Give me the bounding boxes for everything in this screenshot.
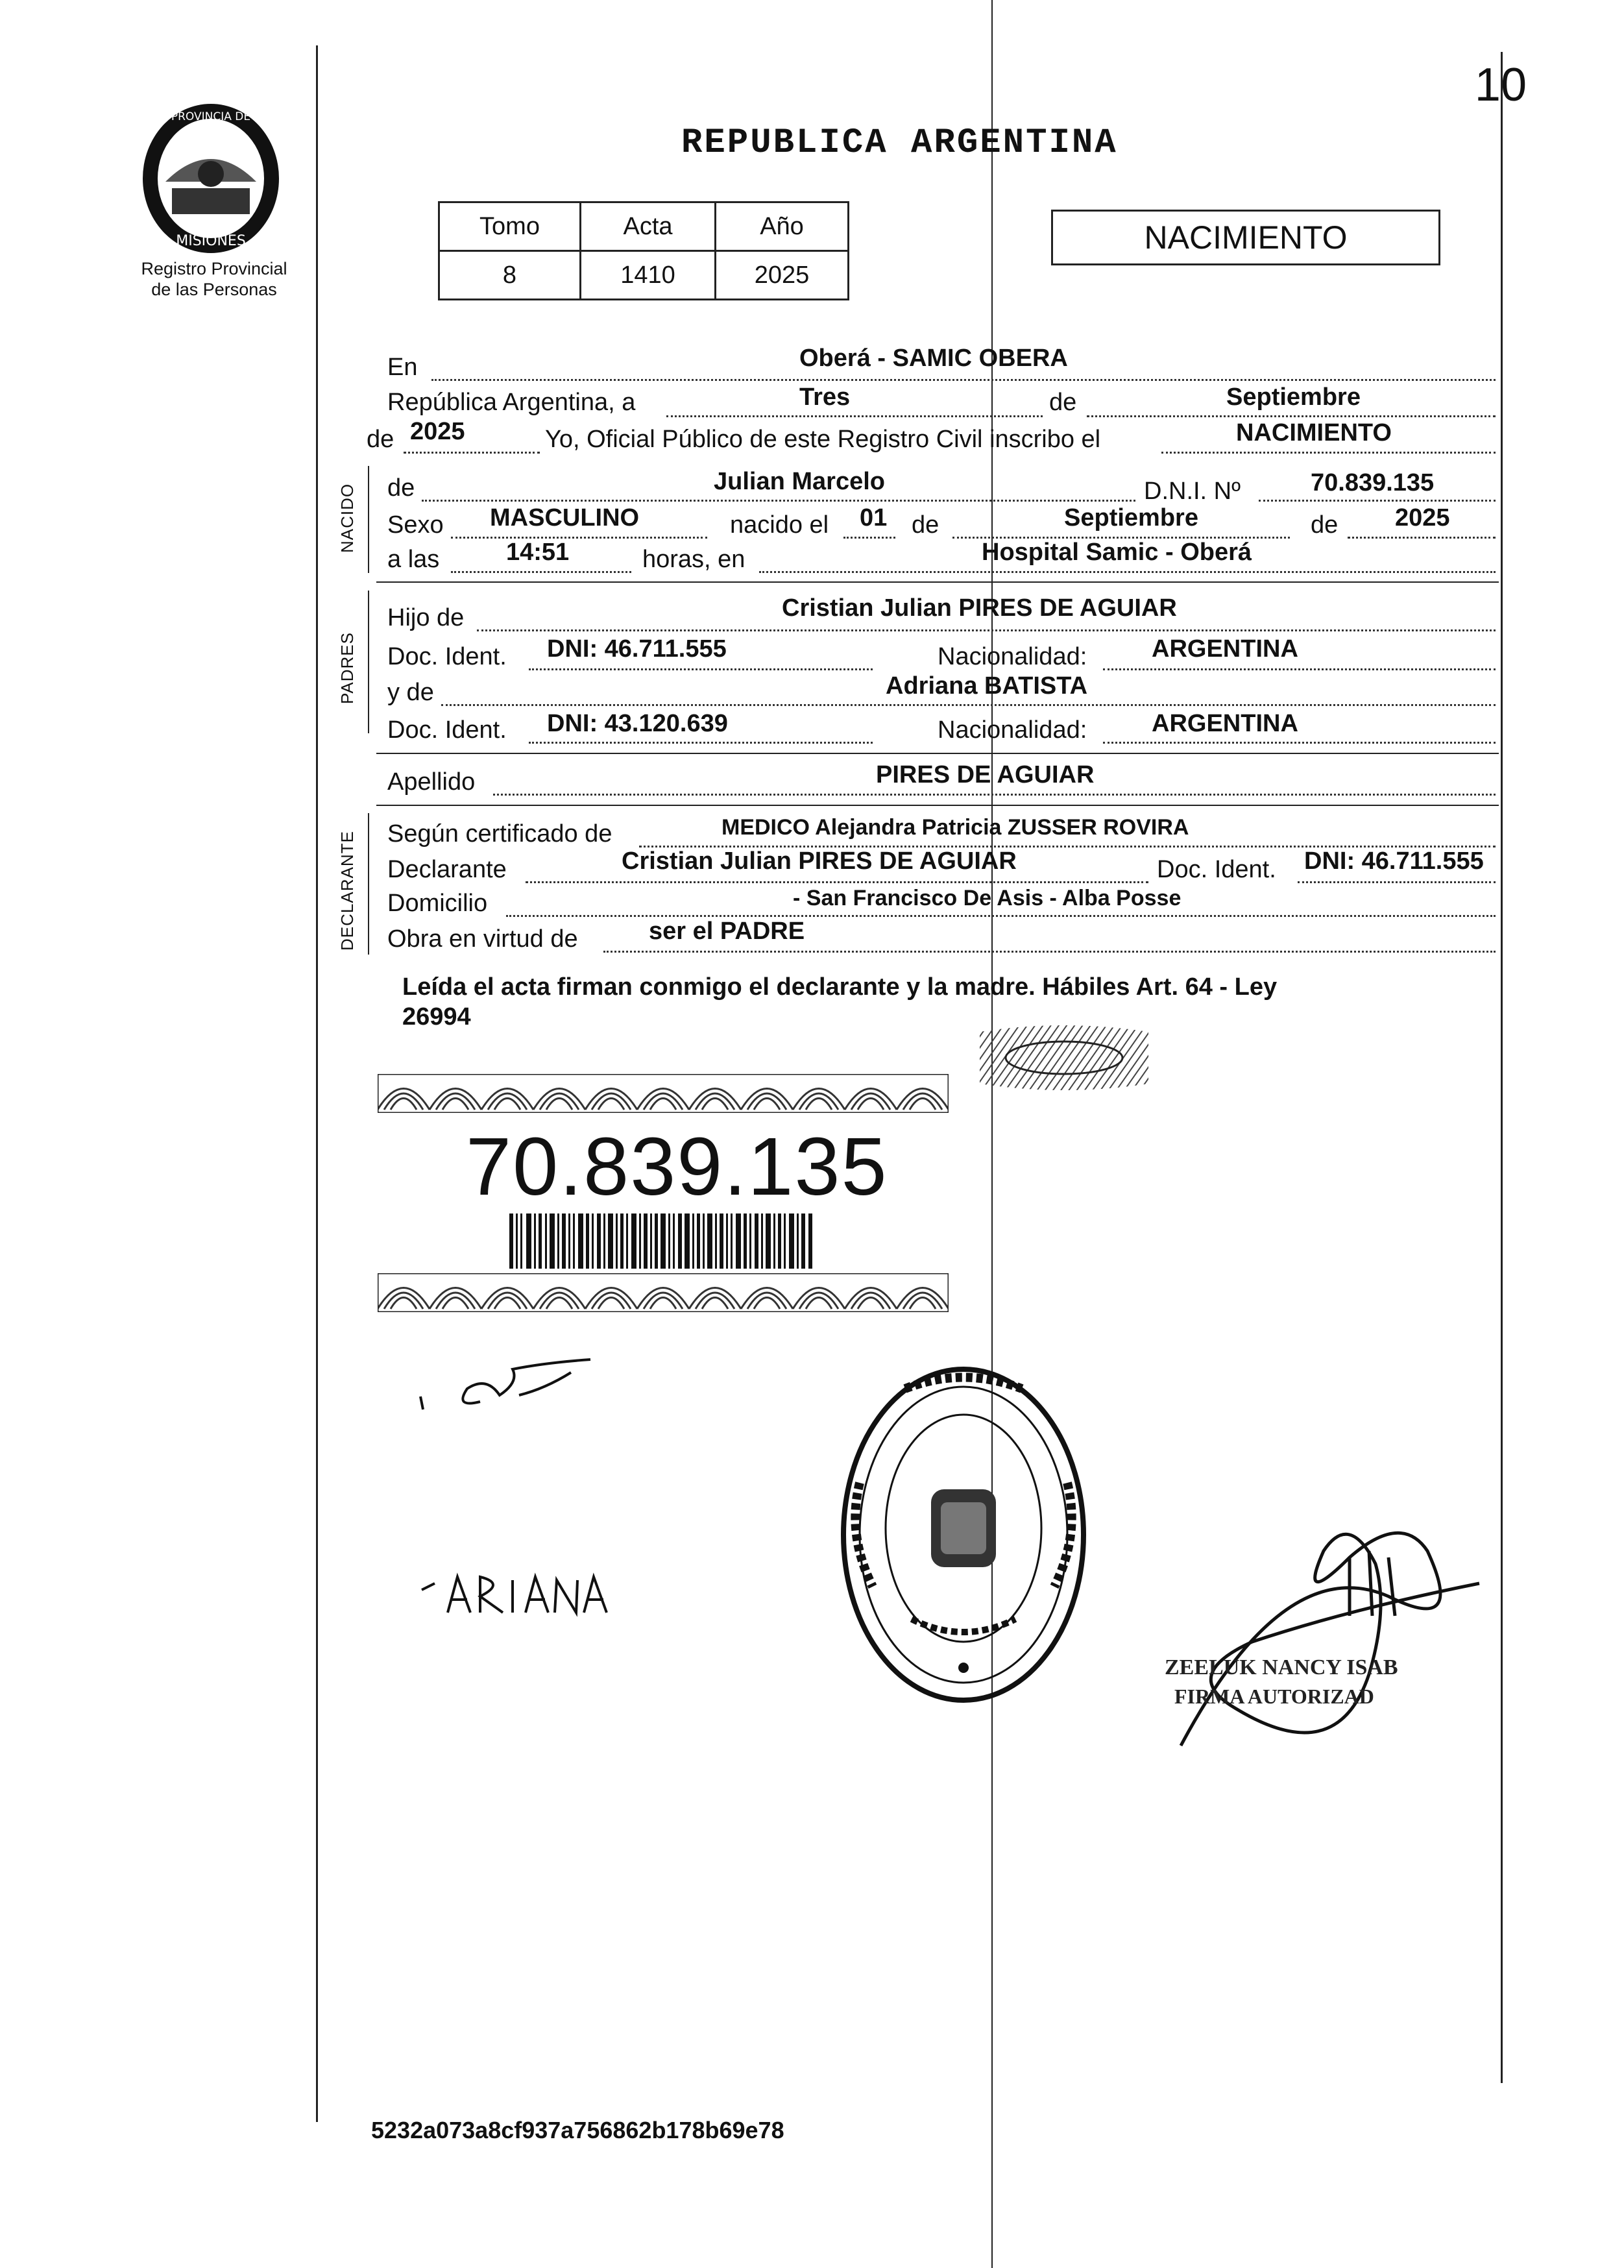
declarante-name-label: Declarante xyxy=(387,856,507,883)
birth-year: 2025 xyxy=(1395,504,1450,531)
obra-label: Obra en virtud de xyxy=(387,925,578,953)
padres-label: PADRES xyxy=(337,632,357,704)
barcode xyxy=(509,1213,814,1269)
dotted-line xyxy=(526,881,1148,883)
intro-year: 2025 xyxy=(410,418,465,445)
father-name: Cristian Julian PIRES DE AGUIAR xyxy=(782,594,1177,622)
section-bracket xyxy=(368,466,369,573)
right-margin-line xyxy=(1501,52,1503,2083)
dotted-line xyxy=(451,571,631,573)
apellido-label: Apellido xyxy=(387,768,476,796)
declarant-signature xyxy=(415,1350,610,1421)
volume-table xyxy=(438,201,849,300)
declarante-name: Cristian Julian PIRES DE AGUIAR xyxy=(622,847,1017,875)
registry-caption-line1: Registro Provincial xyxy=(141,259,287,278)
official-stamp-line1: ZEELUK NANCY ISAB xyxy=(1165,1655,1398,1679)
birth-month: Septiembre xyxy=(1064,504,1198,531)
father-doc-label: Doc. Ident. xyxy=(387,643,507,670)
mother-doc: DNI: 43.120.639 xyxy=(547,710,728,737)
dotted-line xyxy=(431,379,1496,381)
nacido-de-label-3: de xyxy=(1311,511,1339,539)
fold-line xyxy=(991,0,993,2268)
intro-place: Oberá - SAMIC OBERA xyxy=(799,345,1068,372)
document-type-box: NACIMIENTO xyxy=(1051,210,1440,265)
nacido-de-label-2: de xyxy=(912,511,939,539)
dotted-line xyxy=(404,452,540,454)
mother-name: Adriana BATISTA xyxy=(886,672,1088,700)
closing-note-line2: 26994 xyxy=(402,1003,471,1030)
mother-nationality: ARGENTINA xyxy=(1152,710,1298,737)
dotted-line xyxy=(1259,500,1496,502)
dotted-line xyxy=(1348,537,1496,539)
header-acta: Acta xyxy=(581,202,716,251)
en-label: En xyxy=(387,354,418,381)
father-nationality-label: Nacionalidad: xyxy=(938,643,1087,670)
value-tomo: 8 xyxy=(439,251,581,300)
dotted-line xyxy=(441,704,1496,706)
registry-seal xyxy=(834,1353,1093,1716)
registry-caption xyxy=(117,258,311,300)
nacido-de-label: de xyxy=(387,474,415,502)
declarante-doc-label: Doc. Ident. xyxy=(1157,856,1276,883)
certificate-value: MEDICO Alejandra Patricia ZUSSER ROVIRA xyxy=(721,815,1189,840)
domicilio-value: - San Francisco De Asis - Alba Posse xyxy=(793,886,1182,910)
hijo-de-label: Hijo de xyxy=(387,604,465,631)
birth-time: 14:51 xyxy=(506,539,570,566)
document-hash: 5232a073a8cf937a756862b178b69e78 xyxy=(371,2117,784,2143)
birth-day: 01 xyxy=(860,504,888,531)
value-anio: 2025 xyxy=(716,251,849,300)
domicilio-label: Domicilio xyxy=(387,890,488,917)
dotted-line xyxy=(477,629,1496,631)
dotted-line xyxy=(759,571,1496,573)
dotted-line xyxy=(1298,881,1496,883)
section-divider xyxy=(376,581,1499,583)
official-stamp-line2: FIRMA AUTORIZAD xyxy=(1174,1685,1374,1708)
obra-value: ser el PADRE xyxy=(649,918,805,945)
dotted-line xyxy=(603,951,1496,953)
sexo-label: Sexo xyxy=(387,511,444,539)
mother-nationality-label: Nacionalidad: xyxy=(938,716,1087,744)
dotted-line xyxy=(493,794,1496,796)
dotted-line xyxy=(451,537,707,539)
de-label: de xyxy=(1049,389,1077,416)
officer-text: Yo, Oficial Público de este Registro Civil inscribo el xyxy=(545,426,1101,453)
child-dni: 70.839.135 xyxy=(1311,469,1435,496)
y-de-label: y de xyxy=(387,679,434,706)
dotted-line xyxy=(529,668,873,670)
horas-label: horas, en xyxy=(642,546,745,573)
emblem-top-text: PROVINCIA DE xyxy=(171,110,251,123)
barcode-band-top xyxy=(378,1074,949,1113)
registry-caption-line2: de las Personas xyxy=(151,280,277,299)
section-bracket xyxy=(368,813,369,955)
child-sex: MASCULINO xyxy=(490,504,640,531)
declarante-label: DECLARANTE xyxy=(337,831,357,951)
header-tomo: Tomo xyxy=(439,202,581,251)
mother-signature xyxy=(409,1561,616,1619)
intro-month: Septiembre xyxy=(1226,384,1361,411)
emblem-bottom-text: MISIONES xyxy=(176,233,246,249)
section-divider xyxy=(376,753,1499,754)
republica-label: República Argentina, a xyxy=(387,389,636,416)
dotted-line xyxy=(843,537,895,539)
misiones-emblem xyxy=(136,97,285,260)
father-doc: DNI: 46.711.555 xyxy=(547,635,727,663)
barcode-band-bottom xyxy=(378,1273,949,1312)
dotted-line xyxy=(1103,742,1496,744)
nacido-el-label: nacido el xyxy=(730,511,829,539)
intro-record-type: NACIMIENTO xyxy=(1236,419,1392,446)
declarante-doc: DNI: 46.711.555 xyxy=(1304,847,1484,875)
a-las-label: a las xyxy=(387,546,440,573)
security-pattern-small xyxy=(973,1022,1155,1093)
section-divider xyxy=(376,805,1499,806)
dotted-line xyxy=(666,415,1043,417)
document-title: REPUBLICA ARGENTINA xyxy=(681,123,1118,163)
dotted-line xyxy=(1103,668,1496,670)
de-label-2: de xyxy=(367,426,394,453)
dotted-line xyxy=(529,742,873,744)
child-name: Julian Marcelo xyxy=(714,468,885,495)
dni-label: D.N.I. Nº xyxy=(1144,478,1241,505)
nacido-label: NACIDO xyxy=(337,483,357,553)
header-anio: Año xyxy=(716,202,849,251)
barcode-number: 70.839.135 xyxy=(466,1121,888,1212)
page-number: 10 xyxy=(1474,59,1527,111)
apellido-value: PIRES DE AGUIAR xyxy=(876,761,1095,788)
certificado-label: Según certificado de xyxy=(387,820,612,847)
mother-doc-label: Doc. Ident. xyxy=(387,716,507,744)
dotted-line xyxy=(422,500,1135,502)
dotted-line xyxy=(1087,415,1496,417)
father-nationality: ARGENTINA xyxy=(1152,635,1298,663)
section-bracket xyxy=(368,591,369,733)
value-acta: 1410 xyxy=(581,251,716,300)
intro-day: Tres xyxy=(799,384,851,411)
birth-place: Hospital Samic - Oberá xyxy=(982,539,1252,566)
left-margin-line xyxy=(316,45,318,2122)
closing-note-line1: Leída el acta firman conmigo el declarante y la madre. Hábiles Art. 64 - Ley xyxy=(402,973,1278,1001)
official-signature xyxy=(1155,1512,1492,1785)
dotted-line xyxy=(1161,452,1496,454)
